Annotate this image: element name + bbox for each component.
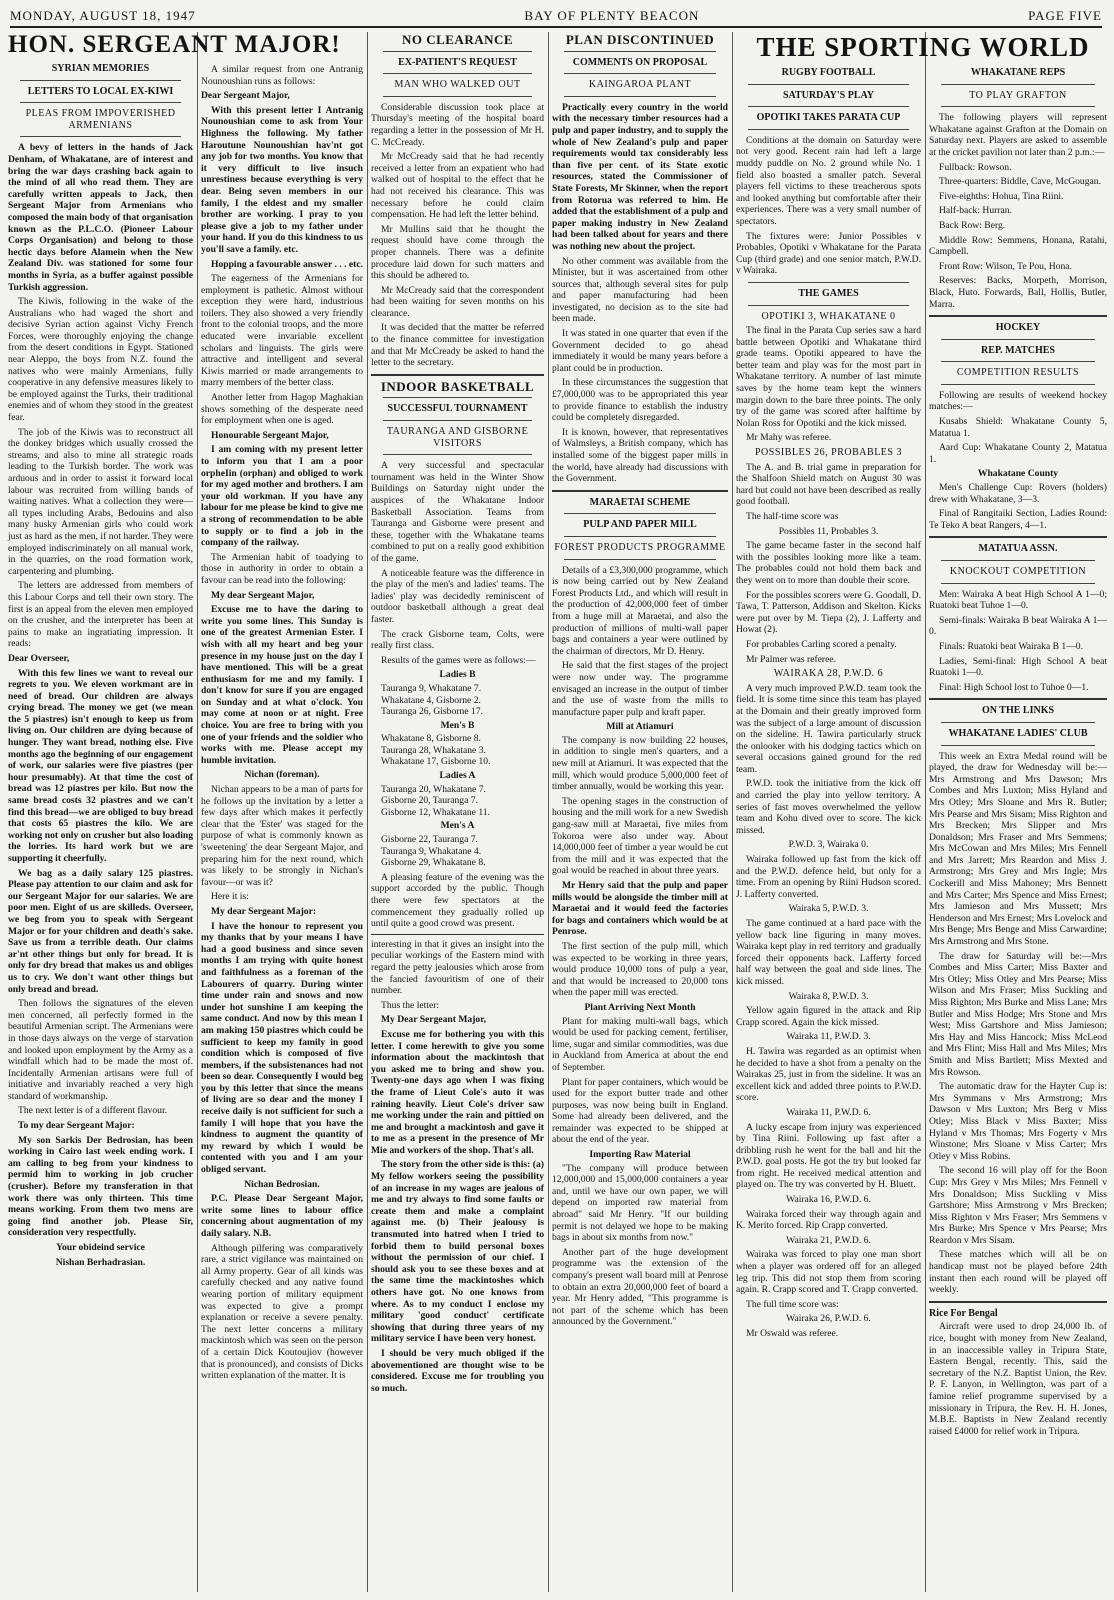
paragraph: Practically every country in the world with the necessary timber resources had a pulp and paper industry, and to supply the whole of New Zealand's pulp and paper requirements would tax considerably less than five per cent. of its State exotic resources, stated the Commissioner of State Forests, Mr Skinner, when the report from Rotorua was referred to him. He added that the establishment of a pulp and paper making industry in New Zealand had been talked about for years and there was nothing new about the project. — [552, 101, 728, 252]
subhead: THE GAMES — [798, 287, 859, 299]
score-line: P.W.D. 3, Wairaka 0. — [788, 839, 869, 851]
paragraph: It was stated in one quarter that even if the Government decided to go ahead immediately it would be many years before a plant could be in production. — [552, 328, 728, 374]
subhead: TO PLAY GRAFTON — [969, 89, 1067, 101]
headline-whakatane-reps: WHAKATANE REPS — [970, 67, 1066, 78]
paragraph: Finals: Ruatoki beat Wairaka B 1—0. — [939, 640, 1083, 652]
paragraph: Details of a £3,300,000 programme, which is now being carried out by New Zealand Forest Products Ltd., and which will result in the production of 42,000,000 feet of timber from a huge mill at Maraetai, and also the production of millions of multi-wall paper bags and containers a year were outlined by the chairman of directors, Mr D. Henry. — [552, 564, 728, 657]
subhead: LETTERS TO LOCAL EX-KIWI — [27, 85, 174, 97]
paragraph: The game continued at a hard pace with the yellow back line figuring in many moves. Wairaka kept play in red territory and gradually forced their opponents back. Lafferty forced half way between the goal and side lines. The kick missed. — [736, 918, 921, 987]
letter-salutation: Honourable Sergeant Major, — [211, 429, 329, 441]
letter-salutation: My dear Sergeant Major: — [211, 905, 317, 917]
letter-text: The story from the other side is this: (a) My fellow workers seeing the possibility of an increase in my wages are jealous of me and try always to find some faults or create them and make a complaint against me. (b) Their jealousy is transmuted into hatred when I tried to forbid them to build personal boxes without the permission of our chief. I should ask you to see these boxes and at the same time the mackintoshes which others have got. No one knows from where. As to my conduct I enclose my military 'good conduct' certificate showing that during three years of my military service I have been very honest. — [371, 1159, 544, 1345]
letter-postscript: P.C. Please Dear Sergeant Major, write some lines to labour office concerning about augmentation of my daily salary. N.B. — [201, 1193, 363, 1239]
paragraph: Plant for paper containers, which would be used for the export butter trade and other purposes, was now being built in England. Some had already been delivered, and the remainder was expected to be shipped at about the end of the year. — [552, 1076, 728, 1146]
letter-signoff: Your obideind service — [56, 1242, 145, 1253]
subhead: COMPETITION RESULTS — [956, 367, 1080, 379]
subhead: SYRIAN MEMORIES — [51, 63, 150, 74]
paragraph: Mr Mullins said that he thought the request should have come through the proper channels. There was a definite procedure laid down for such matters and this should be adhered to. — [371, 223, 544, 282]
result-line: Whakatane 4, Gisborne 2. — [381, 694, 481, 706]
subhead: COMMENTS ON PROPOSAL — [572, 56, 708, 68]
results-heading: Ladies B — [439, 669, 476, 681]
letter-text: Excuse me for bothering you with this letter. I come herewith to give you some information about the mackintosh that you asked me to bring and show you. Twenty-one days ago when I was fixing the frame of Lieut Cole's auto it was raining heavily. Lieut Cole's driver saw me working under the rain and pittied on me and brought a mackintosh and gave it to me as a present in the presence of Mr Mie and workers of the shop. That's all. — [371, 1028, 544, 1156]
subhead: KNOCKOUT COMPETITION — [949, 566, 1087, 577]
subhead: SATURDAY'S PLAY — [782, 89, 875, 101]
paragraph: Yellow again figured in the attack and Rip Crapp scored. Again the kick missed. — [736, 1005, 921, 1028]
column-5 — [736, 64, 921, 1594]
paragraph: Another letter from Hagop Maghakian shows something of the desperate need for employment when one is aged. — [201, 392, 363, 427]
paragraph: A very much improved P.W.D. team took the field. It is some time since this team has played at the Domain and their greatly improved form was the subject of a large amount of discussion on the sideline. H. Tawira particularly struck the onlooker with his dodging tactics which on several occasions gained ground for the red team. — [736, 682, 921, 775]
score-line: Wairaka 8, P.W.D. 3. — [788, 990, 869, 1002]
column-4 — [552, 30, 728, 1595]
headline-matatua-assn: MATATUA ASSN. — [978, 543, 1058, 555]
letter-text: I have the honour to represent you my thanks that by your means I have had a good business and since seven months I am trying with quite honest and faithfulness as a foreman of the Labourers of quarry. During winter time under rain and snows and now under hot sunshine I am keeping the same conduct. And now by this mean I am making 150 piastres which could be sufficient to keep my family in good condition which is composed of five members, if the subsistenances had not been so dear. Consequently I would beg you by this letter that since the means of living are so dear and the money I receive daily is not sufficient for such a family I will hope that you have the kindness to augment the quantity of my reward by which I would be contented with you and I am your obliged servant. — [201, 920, 363, 1176]
headline-no-clearance: NO CLEARANCE — [401, 32, 514, 47]
crosshead: Plant Arriving Next Month — [584, 1001, 696, 1013]
paragraph: The eagerness of the Armenians for employment is pathetic. Almost without exception they were hard, industrious toilers. They also showed a very friendly front to the colonial troops, and the more educated were invariable excellent scholars and linguists. The girls were attractive and intelligent and several Kiwis married or made arrangements to marry members of the better class. — [201, 273, 363, 389]
paragraph: Results of the games were as follows:— — [381, 654, 536, 666]
score-line: Possibles 11, Probables 3. — [778, 525, 879, 537]
paragraph: Mr Mahy was referee. — [746, 432, 832, 444]
subhead: OPOTIKI TAKES PARATA CUP — [756, 112, 901, 124]
subhead: REP. MATCHES — [981, 344, 1055, 356]
paragraph: Here it is: — [211, 891, 249, 903]
subhead: KAINGAROA PLANT — [588, 79, 692, 91]
sporting-world-header — [738, 32, 1108, 62]
paragraph: It is known, however, that representatives of Walmsleys, a British company, which has installed some of the biggest paper mills in the world, have already had discussions with the Government. — [552, 426, 728, 485]
result-line: Tauranga 9, Whakatane 4. — [381, 845, 482, 857]
paragraph: The Armenian habit of toadying to those in authority in order to obtain a favour can be read into the following: — [201, 551, 363, 586]
paragraph: A bevy of letters in the hands of Jack Denham, of Whakatane, are of interest and bring the war days crashing back again to the mind of all who read them. They are carefully written appeals to Jack, then Sergeant Major from Armenians who composed the main body of that organisation known as the P.L.C.O. (Pioneer Labour Corps Organisation) and belong to those hectic days before Alamein when the New Zealand Div. was stationed for some four months in Syria, as a buffer against possible Turkish aggression. — [8, 142, 193, 293]
letter-text: With this few lines we want to reveal our regrets to you. We eleven workmant are in need of bread. Our children are always crying bread. The money we get (we mean the 5 piastres) isn't enough to keep us from living on. Our children are dying because of hunger. They want bread, nothing else. Five months ago the beginning of our engagement of work, our salaries were five piastres (per hour presumably). At that time the cost of bread was 12 piastres per kilo. But now the same bread costs 32 piastres and we can't find this bread—we are obliged to buy bread that costs 65 piastres the kilo. We are working not only on crusher but also loading the lorries. Its hard work but we are supporting it cheerfully. — [8, 667, 193, 864]
paragraph: Another part of the huge development programme was the extension of the company's present wall board mill at Penrose to obtain an extra 20,000,000 feet of board a year. Mr Henry added, "This programme is not part of the scheme which has been announced by the Government." — [552, 1246, 728, 1328]
letter-text: We bag as a daily salary 125 piastres. Please pay attention to our claim and ask for our Sergeant Major for our salaries. We are poor men. Eight of us are skilleds. Overseer, we beg from you to speak with Sergeant Major or for your children and death's sake. Save us from a terrible death. Our claims ar'nt other things but only for bread. It is only for dry bread that makes us and obliges us to cry. We don't want other things but only bread and bread. — [8, 867, 193, 995]
score-line: Wairaka 21, P.W.D. 6. — [786, 1234, 871, 1246]
paragraph: The full time score was: — [746, 1298, 839, 1310]
letter-salutation: To my dear Sergeant Major: — [18, 1120, 135, 1132]
headline-sergeant-major: HON. SERGEANT MAJOR! — [8, 31, 341, 58]
paragraph: Conditions at the domain on Saturday were not very good. Recent rain had left a large muddy puddle on No. 2 ground while No. 1 field also boasted a smaller patch. Several players fell victims to these treacherous spots and looked anything but comfortable after their experiences. There was a very small number of spectators. — [736, 134, 921, 227]
paragraph: Following are results of weekend hockey matches:— — [929, 389, 1107, 413]
paragraph: The automatic draw for the Hayter Cup is: Mrs Symmans v Mrs Armstrong; Mrs Dawson v Mrs Luxton; Mrs Berg v Miss Otley; Miss Black v Miss Baxter; Miss Hyland v Mrs Thomas; Mrs Fogerty v Mrs Winstone; Mrs Sloane v Miss Carter; Mrs Otley v Miss Robins. — [929, 1081, 1107, 1162]
subhead: PLEAS FROM IMPOVERISHED ARMENIANS — [25, 108, 176, 131]
paragraph: No other comment was available from the Minister, but it was ascertained from other sources that, although several sites for pulp and paper manufacturing had been investigated, no decision as to the site had been made. — [552, 255, 728, 325]
paragraph: He said that the first stages of the project were now under way. The programme envisaged an increase in the output of timber and the use of waste from the mills to manufacture paper pulp and kraft paper. — [552, 660, 728, 718]
letter-salutation: Dear Sergeant Major, — [201, 90, 290, 102]
paragraph: This week an Extra Medal round will be played, the draw for Wednesday will be:—Mrs Armstrong and Mrs Dawson; Mrs Combes and Mrs Luxton; Miss Hyland and Mrs Otley; Mrs Sloane and Mrs R. Butler; Mrs Pearse and Mrs Sisam; Miss Righton and Mrs Brecken; Mrs Slipper and Mrs Donaldson; Mrs Fraser and Mrs Semmens; Mrs McCowan and Mrs Miles; Mrs Fennell and Mrs Jarrett; Mrs Reardon and Miss J. Armstrong; Mrs Grey and Mrs Ingle; Mrs Cockerill and Miss Mahoney; Mrs Bennett and Mrs Carter; Mrs Spence and Miss Ernest; Mrs Jamieson and Mrs Mussett; Mrs Henderson and Mrs Ernest; Mrs Lovelock and Mrs Benge; Mrs Benge and Miss Carwardine; Mrs Armstrong and Mrs Stone. — [929, 750, 1107, 948]
paragraph: Mr McCready said that he had recently received a letter from an expatient who had walked out of hospital to the effect that he had not received his clearance. This was necessary before he could claim compensation. He had left the letter behind. — [371, 151, 544, 221]
results-heading: Men's A — [440, 820, 475, 832]
paragraph: Aircraft were used to drop 24,000 lb. of rice, bought with money from New Zealand, in an inaccessible valley in Tripura State, Eastern Bengal, recently. This, said the secretary of the N.Z. Baptist Union, the Rev. P. F. Lanyon, in Wellington, was part of a famine relief programme supervised by a missionary in Tripura, the Rev. H. H. Jones, M.B.E. Baptists in New Zealand recently raised £4000 for relief work in Tripura. — [929, 1321, 1107, 1437]
paragraph: Mr Palmer was referee. — [746, 653, 837, 665]
result-line: Gisborne 29, Whakatane 8. — [381, 857, 486, 869]
letter-text: Hopping a favourable answer . . . etc. — [211, 258, 363, 270]
paragraph: interesting in that it gives an insight into the peculiar workings of the Eastern mind with regard the petty jealousies which arose from the fancied favouritism of one of their number. — [371, 938, 544, 997]
team-line: Five-eighths: Hohua, Tina Riini. — [939, 190, 1064, 202]
score-line: Wairaka 5, P.W.D. 3. — [788, 903, 869, 915]
paragraph: Wairaka was forced to play one man short when a player was ordered off for an alleged leg trip. This did not stop them from scoring again. R. Crapp scored and T. Crapp converted. — [736, 1249, 921, 1296]
paragraph: Final of Rangitaiki Section, Ladies Round: Te Teko A beat Rangers, 4—1. — [929, 508, 1107, 531]
paragraph: The game became faster in the second half with the possibles looking more like a team. The probables could not hold them back and they went on to more than double their score. — [736, 540, 921, 586]
paragraph: Nichan appears to be a man of parts for he follows up the invitation by a letter a few days after which makes it perfectly clear that the 'Ester' was staged for the purpose of what is commonly known as 'sweetening' the dear Sergeant Major, and preparing him for the next round, which was likely to be strongly in Nichan's favour—or was it? — [201, 784, 363, 888]
letter-salutation: My Dear Sergeant Major, — [381, 1014, 486, 1026]
paragraph: In these circumstances the suggestion that £7,000,000 was to be appropriated this year to provide finance to establish the industry could be completely disregarded. — [552, 377, 728, 424]
subhead: MAN WHO WALKED OUT — [394, 79, 521, 91]
paragraph: Plant for making multi-wall bags, which would be used for packing cement, fertiliser, lime, sugar and similar commodities, was due in Auckland from America at about the end of September. — [552, 1015, 728, 1073]
paragraph: The next letter is of a different flavour. — [18, 1105, 168, 1117]
subhead: SUCCESSFUL TOURNAMENT — [387, 403, 528, 415]
masthead-date: MONDAY, AUGUST 18, 1947 — [10, 8, 196, 23]
paragraph: The A. and B. trial game in preparation for the Shalfoon Shield match on August 30 was hard but could not have been described as really good football. — [736, 461, 921, 508]
paragraph: The letters are addressed from members of this Labour Corps and tell their own story. The first is an appeal from the eleven men employed on the crusher, and the interpreter has been at pains to make an ingratiating impression. It reads: — [8, 580, 193, 650]
column-6 — [929, 64, 1107, 1594]
headline-plan-discontinued: PLAN DISCONTINUED — [565, 32, 715, 47]
paragraph: Mr Oswald was referee. — [746, 1328, 839, 1339]
paragraph: The crack Gisborne team, Colts, were really first class. — [371, 628, 544, 652]
headline-rice-for-bengal: Rice For Bengal — [929, 1307, 998, 1319]
paragraph: The following players will represent Whakatane against Grafton at the Domain on Saturday next. Players are asked to assemble at the cricket pavilion not later than 2 p.m.:— — [929, 112, 1107, 158]
paragraph: Aard Cup: Whakatane County 2, Matatua 1. — [929, 442, 1107, 465]
result-line: Whakatane 8, Gisborne 8. — [381, 733, 481, 745]
paragraph: A similar request from one Antranig Nounoushian runs as follows: — [201, 64, 363, 87]
letter-text: I am coming with my present letter to inform you that I am a poor orpheIin (orphan) and obliged to work for my aged mother and brothers. I am your old workman. If you have any labour for me please be kind to give me a strong of recommendation to be able to supply or to find a job in the company of the railway. — [201, 444, 363, 549]
game-heading: POSSIBLES 26, PROBABLES 3 — [755, 447, 902, 459]
paragraph: H. Tawira was regarded as an optimist when he decided to have a shot from a penalty on the Wairakas 25, just in from the sideline. It was an excellent kick and added three points to P.W.D. score. — [736, 1045, 921, 1104]
paragraph: Men: Wairaka A beat High School A 1—0; Ruatoki beat Tuhoe 1—0. — [929, 588, 1107, 612]
result-line: Tauranga 9, Whakatane 7. — [381, 682, 482, 694]
game-heading: WAIRAKA 28, P.W.D. 6 — [773, 668, 884, 680]
paragraph: The company is now building 22 houses, in addition to single men's quarters, and a new mill at Atiamuri. It was expected that the mill, which would produce 5,000,000 feet of timber annually, would be working this year. — [552, 734, 728, 793]
paragraph: Men's Challenge Cup: Rovers (holders) drew with Whakatane, 3—3. — [929, 482, 1107, 505]
letter-text: I should be very much obliged if the abovementioned are thought wise to be considered. Excuse me for troubling you so much. — [371, 1347, 544, 1394]
crosshead: Whakatane County — [977, 468, 1059, 480]
paragraph: It was decided that the matter be referred to the finance committee for investigation and that Mr McCready be asked to hand the letter to the secretary. — [371, 322, 544, 369]
subhead: EX-PATIENT'S REQUEST — [398, 56, 517, 68]
paragraph: The final in the Parata Cup series saw a hard battle between Opotiki and Whakatane third grade teams. Opotiki appeared to have the better team and play was for the most part in Whakatane territory. A number of last minute saves by the home team kept the winners margin down to the bare three points. The only try of the game was scored after halftime by Nolan Ross for Opotiki and the kick missed. — [736, 325, 921, 429]
letter-text: With this present letter I Antranig Nounoushian come to ask from Your Highness the following. My father Haroutune Nounoushian hav'nt got any job for two months. You know that it very difficult to live insuch unrestiness because everything is very dear. Being seven members in our family, I the eldest and my smaller brother are working. I pray to you please give a job to my father under your hand. If you do this kindness to us you'll save a family. etc. — [201, 104, 363, 255]
letter-text: Excuse me to have the daring to write you some lines. This Sunday is one of the greatest Armenian Ester. I wish with all my heart and beg your presence in my house just on the day I have mentioned. This will be a great enthusiasm for me and my family. I don't know for sure if you are engaged on Sunday and at what o'clock. You may come at noon or at night. Free choice. You are free to bring with you one of your friends and the soldier who works with me. Please accept my humble invitation. — [201, 604, 363, 766]
paragraph: Kusabs Shield: Whakatane County 5, Matatua 1. — [929, 416, 1107, 439]
result-line: Tauranga 26, Gisborne 17. — [381, 706, 483, 718]
paragraph: "The company will produce between 12,000,000 and 15,000,000 containers a year and, until we have our own paper, we will depend on imported raw material from abroad" said Mr Henry. "If our building permit is not delayed we hope to be making bags in about six months from now." — [552, 1162, 728, 1244]
paragraph: Considerable discussion took place at Thursday's meeting of the hospital board regarding a letter in the possession of Mr H. C. McCready. — [371, 101, 544, 148]
crosshead: Mill at Atiamuri — [606, 721, 674, 733]
subhead: TAURANGA AND GISBORNE VISITORS — [386, 426, 529, 449]
letter-signature: Nishan Berhadrasian. — [55, 1256, 146, 1268]
paragraph: Ladies, Semi-final: High School A beat Ruatoki 1—0. — [929, 655, 1107, 679]
paragraph: Although pilfering was comparatively rare, a strict vigilance was maintained on all Army property. Gear of all kinds was carefully checked and any native found wearing portion of military equipment was expected to give a prompt explanation or receive a severe penalty. The next letter concerns a military mackintosh which was seen on the person of a certain Dick Koutoujiov (however that is pronounced), and consists of Dicks written explanation of the matter. It is — [201, 1242, 363, 1382]
paragraph: Final: High School lost to Tuhoe 0—1. — [939, 681, 1089, 693]
result-line: Gisborne 12, Whakatane 11. — [381, 806, 490, 818]
paragraph: A noticeable feature was the difference in the play of the men's and ladies' teams. The ladies' play was decidedly reminiscent of outdoor basketball although a great deal faster. — [371, 567, 544, 625]
paragraph: Then follows the signatures of the eleven men concerned, all perfectly formed in the beautiful Armenian script. The Armenians were in those days always on the verge of starvation and looked upon employment by the Army as a windfall which had to be made the most of. Incidentally Armenian artisans were full of initiative and invariably reached a very high standard of workmanship. — [8, 998, 193, 1102]
score-line: Wairaka 16, P.W.D. 6. — [786, 1194, 871, 1206]
masthead-page: PAGE FIVE — [1028, 8, 1102, 23]
paragraph: A pleasing feature of the evening was the support accorded by the public. Though there were few spectators at the commencement they gradually rolled up until quite a good crowd was present. — [371, 871, 544, 930]
result-line: Tauranga 20, Whakatane 7. — [381, 783, 486, 795]
subhead: FOREST PRODUCTS PROGRAMME — [554, 541, 726, 553]
letter-text: My son Sarkis Der Bedrosian, has been working in Cairo last week ending work. I am calling to beg from your kindness to permid him to working in job crucher (crusher). Before my transferation in that work there was only thirteen. This time means working. From them two mens are going find another job. Please Sir, consideration very respectfully. — [8, 1134, 193, 1239]
paragraph: The second 16 will play off for the Boon Cup: Mrs Grey v Mrs Miles; Mrs Fennell v Mrs Donaldson; Miss Suckling v Miss Gartshore; Miss Armstrong v Mrs Brecken; Miss Righton v Mrs Fraser; Mrs Semmens v Mrs Burke; Mrs Spence v Mrs Pearse; Mrs Reardon v Mrs Sisam. — [929, 1165, 1107, 1246]
paragraph: Semi-finals: Wairaka B beat Wairaka A 1—0. — [929, 614, 1107, 638]
column-2 — [201, 30, 363, 1595]
results-heading: Ladies A — [439, 770, 476, 782]
paragraph: The fixtures were: Junior Possibles v Probables, Opotiki v Whakatane for the Parata Cup (third grade) and one senior match, P.W.D. v Wairaka. — [736, 230, 921, 277]
headline-indoor-basketball: INDOOR BASKETBALL — [380, 378, 535, 394]
team-line: Middle Row: Semmens, Honana, Ratahi, Campbell. — [929, 234, 1107, 258]
result-line: Gisborne 22, Tauranga 7. — [381, 834, 478, 846]
paragraph: Mr Henry said that the pulp and paper mills would be alongside the timber mill at Maraetai and it would feed the factories for bags and containers which would be at Penrose. — [552, 880, 728, 938]
letter-salutation: Dear Overseer, — [8, 652, 70, 664]
headline-sporting-world: THE SPORTING WORLD — [756, 32, 1090, 62]
paragraph: P.W.D. took the initiative from the kick off and carried the play into yellow territory. A series of fast moves overwhelmed the yellow team and Kohu dived over to score. The kick missed. — [736, 778, 921, 836]
letter-signature: Nichan (foreman). — [244, 769, 320, 781]
paragraph: These matches which will all be on handicap must not be played before 24th instant then each round will be played off weekly. — [929, 1249, 1107, 1296]
paragraph: A very successful and spectacular tournament was held in the Winter Show Buildings on Saturday night under the auspices of the Whakatane Indoor Basketball Association. Teams from Tauranga and Gisborne were present and these, together with the Whakatane teams combined to put on a really good exhibition of the game. — [371, 460, 544, 564]
score-line: Wairaka 11, P.W.D. 3. — [786, 1031, 871, 1043]
score-line: Wairaka 26, P.W.D. 6. — [786, 1313, 871, 1325]
letter-salutation: My dear Sergeant Major, — [211, 589, 315, 601]
paragraph: The job of the Kiwis was to reconstruct all the donkey bridges which usually crossed the streams, and also to mine all strategic roads leading to the Turkish border. The work was arduous and in order to assist it forward local labour was recruited from willing bands of waiting natives. What a collection they were—all types including Arabs, Bedouins and also many husky Armenian girls who could work just as hard as the men, if not harder. They were employed indiscriminately on all manual work, in the quarries, on the road formation work, carpentering and plumbing. — [8, 426, 193, 577]
team-line: Half-back: Hurran. — [939, 205, 1012, 217]
masthead-paper: BAY OF PLENTY BEACON — [524, 8, 700, 23]
result-line: Whakatane 17, Gisborne 10. — [381, 756, 491, 768]
subhead: RUGBY FOOTBALL — [781, 67, 876, 78]
paragraph: Mr McCready said that the correspondent had been waiting for seven months on his clearance. — [371, 284, 544, 319]
paragraph: The draw for Saturday will be:—Mrs Combes and Miss Carter; Miss Baxter and Mrs Otley; Miss Otley and Mrs Pearse; Miss Wilson and Mrs Fraser; Miss Suckling and Miss Righton; Mrs Burke and Miss Lane; Mrs Butler and Miss Hodge; Mrs Stone and Mrs West; Miss Gartshore and Miss Jamieson; Mrs Hay and Miss Hancock; Miss McLeod and Mrs Flint; Miss Hall and Mrs Miles; Mrs Smith and Miss Bartlett; Miss Mexted and Mrs Rowson. — [929, 950, 1107, 1078]
result-line: Tauranga 28, Whakatane 3. — [381, 744, 486, 756]
paragraph: A lucky escape from injury was experienced by Tina Riini. Following up fast after a dribbling rush he went for the ball and hit the P.W.D. goal posts. He got the try but looked far from right. He received medical attention and played on. The try was converted by H. Bluett. — [736, 1121, 921, 1191]
team-line: Back Row: Berg. — [939, 219, 1006, 231]
team-line: Three-quarters: Biddle, Cave, McGougan. — [939, 176, 1101, 188]
game-heading: OPOTIKI 3, WHAKATANE 0 — [761, 310, 896, 322]
team-line: Front Row: Wilson, Te Pou, Hona. — [939, 260, 1072, 272]
paragraph: The opening stages in the construction of housing and the mill work for a new Swedish gang-saw mill at Maraetai, five miles from Tokoroa were also under way. About 14,000,000 feet of timber a year would be cut from the mill and it was expected that the goal would be reached in about three years. — [552, 795, 728, 877]
paragraph: The Kiwis, following in the wake of the Australians who had waged the short and decisive Syrian action against Vichy French Forces, were thoroughly enjoying the change from the desert conditions in Egypt. Stationed near Aleppo, the boys from N.Z. found the natives who were mainly Armenians, fully cooperative in any defensive measures likely to be employed against the Turks, their traditional enemies and of whom they stood in the greatest fear. — [8, 296, 193, 424]
letter-signature: Nichan Bedrosian. — [244, 1178, 320, 1190]
team-line: Fullback: Rowson. — [939, 161, 1012, 173]
masthead — [10, 6, 1102, 28]
paragraph: Thus the letter: — [381, 999, 440, 1011]
paragraph: Wairaka followed up fast from the kick off and the P.W.D. defence held, but only for a time. From an opening by Riini Hudson scored. J. Lafferty converted. — [736, 854, 921, 900]
column-3 — [371, 30, 544, 1595]
subhead: PULP AND PAPER MILL — [583, 519, 697, 531]
headline-maraetai-scheme: MARAETAI SCHEME — [589, 496, 691, 508]
paragraph: The half-time score was — [746, 511, 839, 522]
paragraph: For the possibles scorers were G. Goodall, D. Tawa, T. Patterson, Addison and Skelton. Kicks were put over by M. Tiepa (2), J. Lafferty and Howat (2). — [736, 589, 921, 636]
paragraph: The first section of the pulp mill, which was expected to be working in three years, would produce 10,000 tons of pulp a year, and that would be increased to 20,000 tons when the paper mill was erected. — [552, 940, 728, 999]
paragraph: Wairaka forced their way through again and K. Merito forced. Rip Crapp converted. — [736, 1208, 921, 1232]
headline-on-the-links: ON THE LINKS — [981, 705, 1055, 717]
crosshead: Importing Raw Material — [589, 1149, 691, 1161]
score-line: Wairaka 11, P.W.D. 6. — [786, 1106, 871, 1118]
result-line: Gisborne 20, Tauranga 7. — [381, 795, 478, 807]
headline-hockey: HOCKEY — [995, 322, 1041, 334]
subhead: WHAKATANE LADIES' CLUB — [948, 727, 1088, 739]
team-line: Reserves: Backs, Morpeth, Morrison, Black, Huto. Forwards, Ball, Hollis, Butler, Marra. — [929, 275, 1107, 310]
results-heading: Men's B — [440, 719, 475, 731]
paragraph: For probables Carling scored a penalty. — [746, 638, 897, 650]
